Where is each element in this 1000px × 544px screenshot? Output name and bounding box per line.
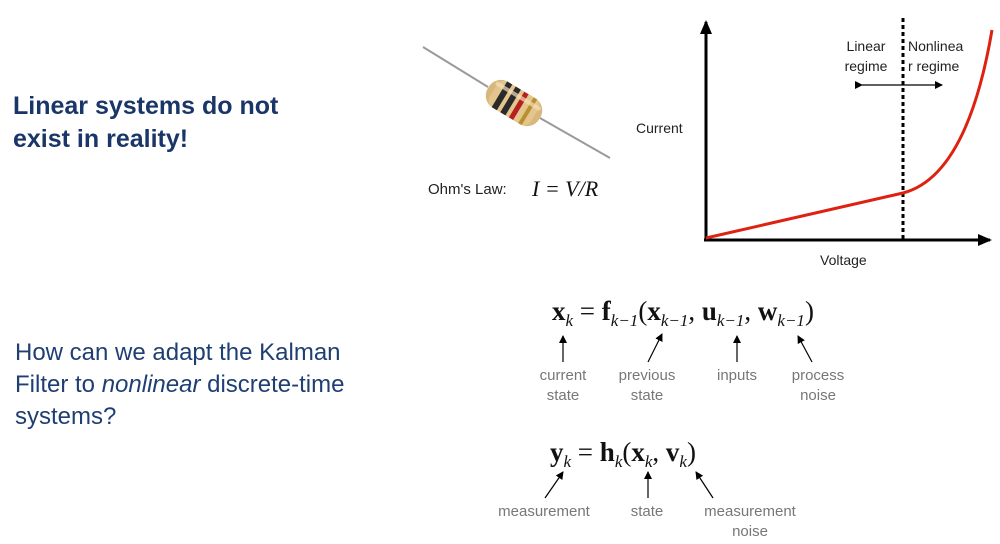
label-previous-state	[606, 366, 688, 406]
label-current-line-2: state	[546, 387, 580, 404]
linear-regime-label	[836, 36, 896, 76]
state-equation: $x_k = f_{k-1}(x_{k-1}$, $u_{k-1}$, $w_{k-1}$)	[552, 296, 814, 330]
nonlinear-regime-line-2: r regime	[908, 58, 960, 74]
label-current-line-1: current	[539, 367, 587, 384]
headline-line-1: Linear systems do not	[13, 92, 279, 120]
ohm-equation: I = V/R	[532, 176, 599, 201]
label-measurement-noise	[692, 502, 808, 542]
arrow-previous-state	[648, 334, 662, 362]
question-line-1: How can we adapt the Kalman	[15, 339, 341, 366]
label-process-line-2: noise	[800, 387, 836, 404]
arrow-meas-noise	[696, 472, 713, 498]
arrow-process-noise	[798, 336, 812, 362]
ohm-label: Ohm's Law:	[428, 181, 507, 198]
graph-xlabel: Voltage	[820, 252, 867, 268]
label-process-line-1: process	[791, 367, 845, 384]
label-meas-noise-line-1: measurement	[704, 503, 796, 520]
question-line-2a: Filter to	[15, 371, 102, 398]
label-current-state	[528, 366, 598, 406]
resistor-image	[423, 47, 610, 158]
measurement-equation: $y_k = h_k(x_k$, $v_k$)	[550, 437, 696, 471]
label-previous-line-1: previous	[618, 367, 676, 384]
label-inputs: inputs	[716, 367, 758, 384]
graph-ylabel: Current	[636, 120, 683, 136]
question-emphasis: nonlinear	[101, 371, 201, 398]
question-line-2b: discrete-time	[200, 371, 345, 398]
question-line-3: systems?	[15, 403, 117, 430]
label-process-noise	[780, 366, 856, 406]
linear-regime-line-1: Linear	[846, 38, 886, 54]
label-meas-noise-line-2: noise	[732, 523, 768, 540]
label-meas-state: state	[630, 503, 664, 520]
nonlinear-regime-line-1: Nonlinea	[908, 38, 964, 54]
headline-line-2: exist in reality!	[13, 125, 189, 153]
label-measurement: measurement	[498, 503, 590, 520]
linear-regime-line-2: regime	[844, 58, 888, 74]
arrow-measurement	[545, 472, 563, 498]
label-previous-line-2: state	[630, 387, 664, 404]
nonlinear-regime-label	[908, 36, 978, 76]
